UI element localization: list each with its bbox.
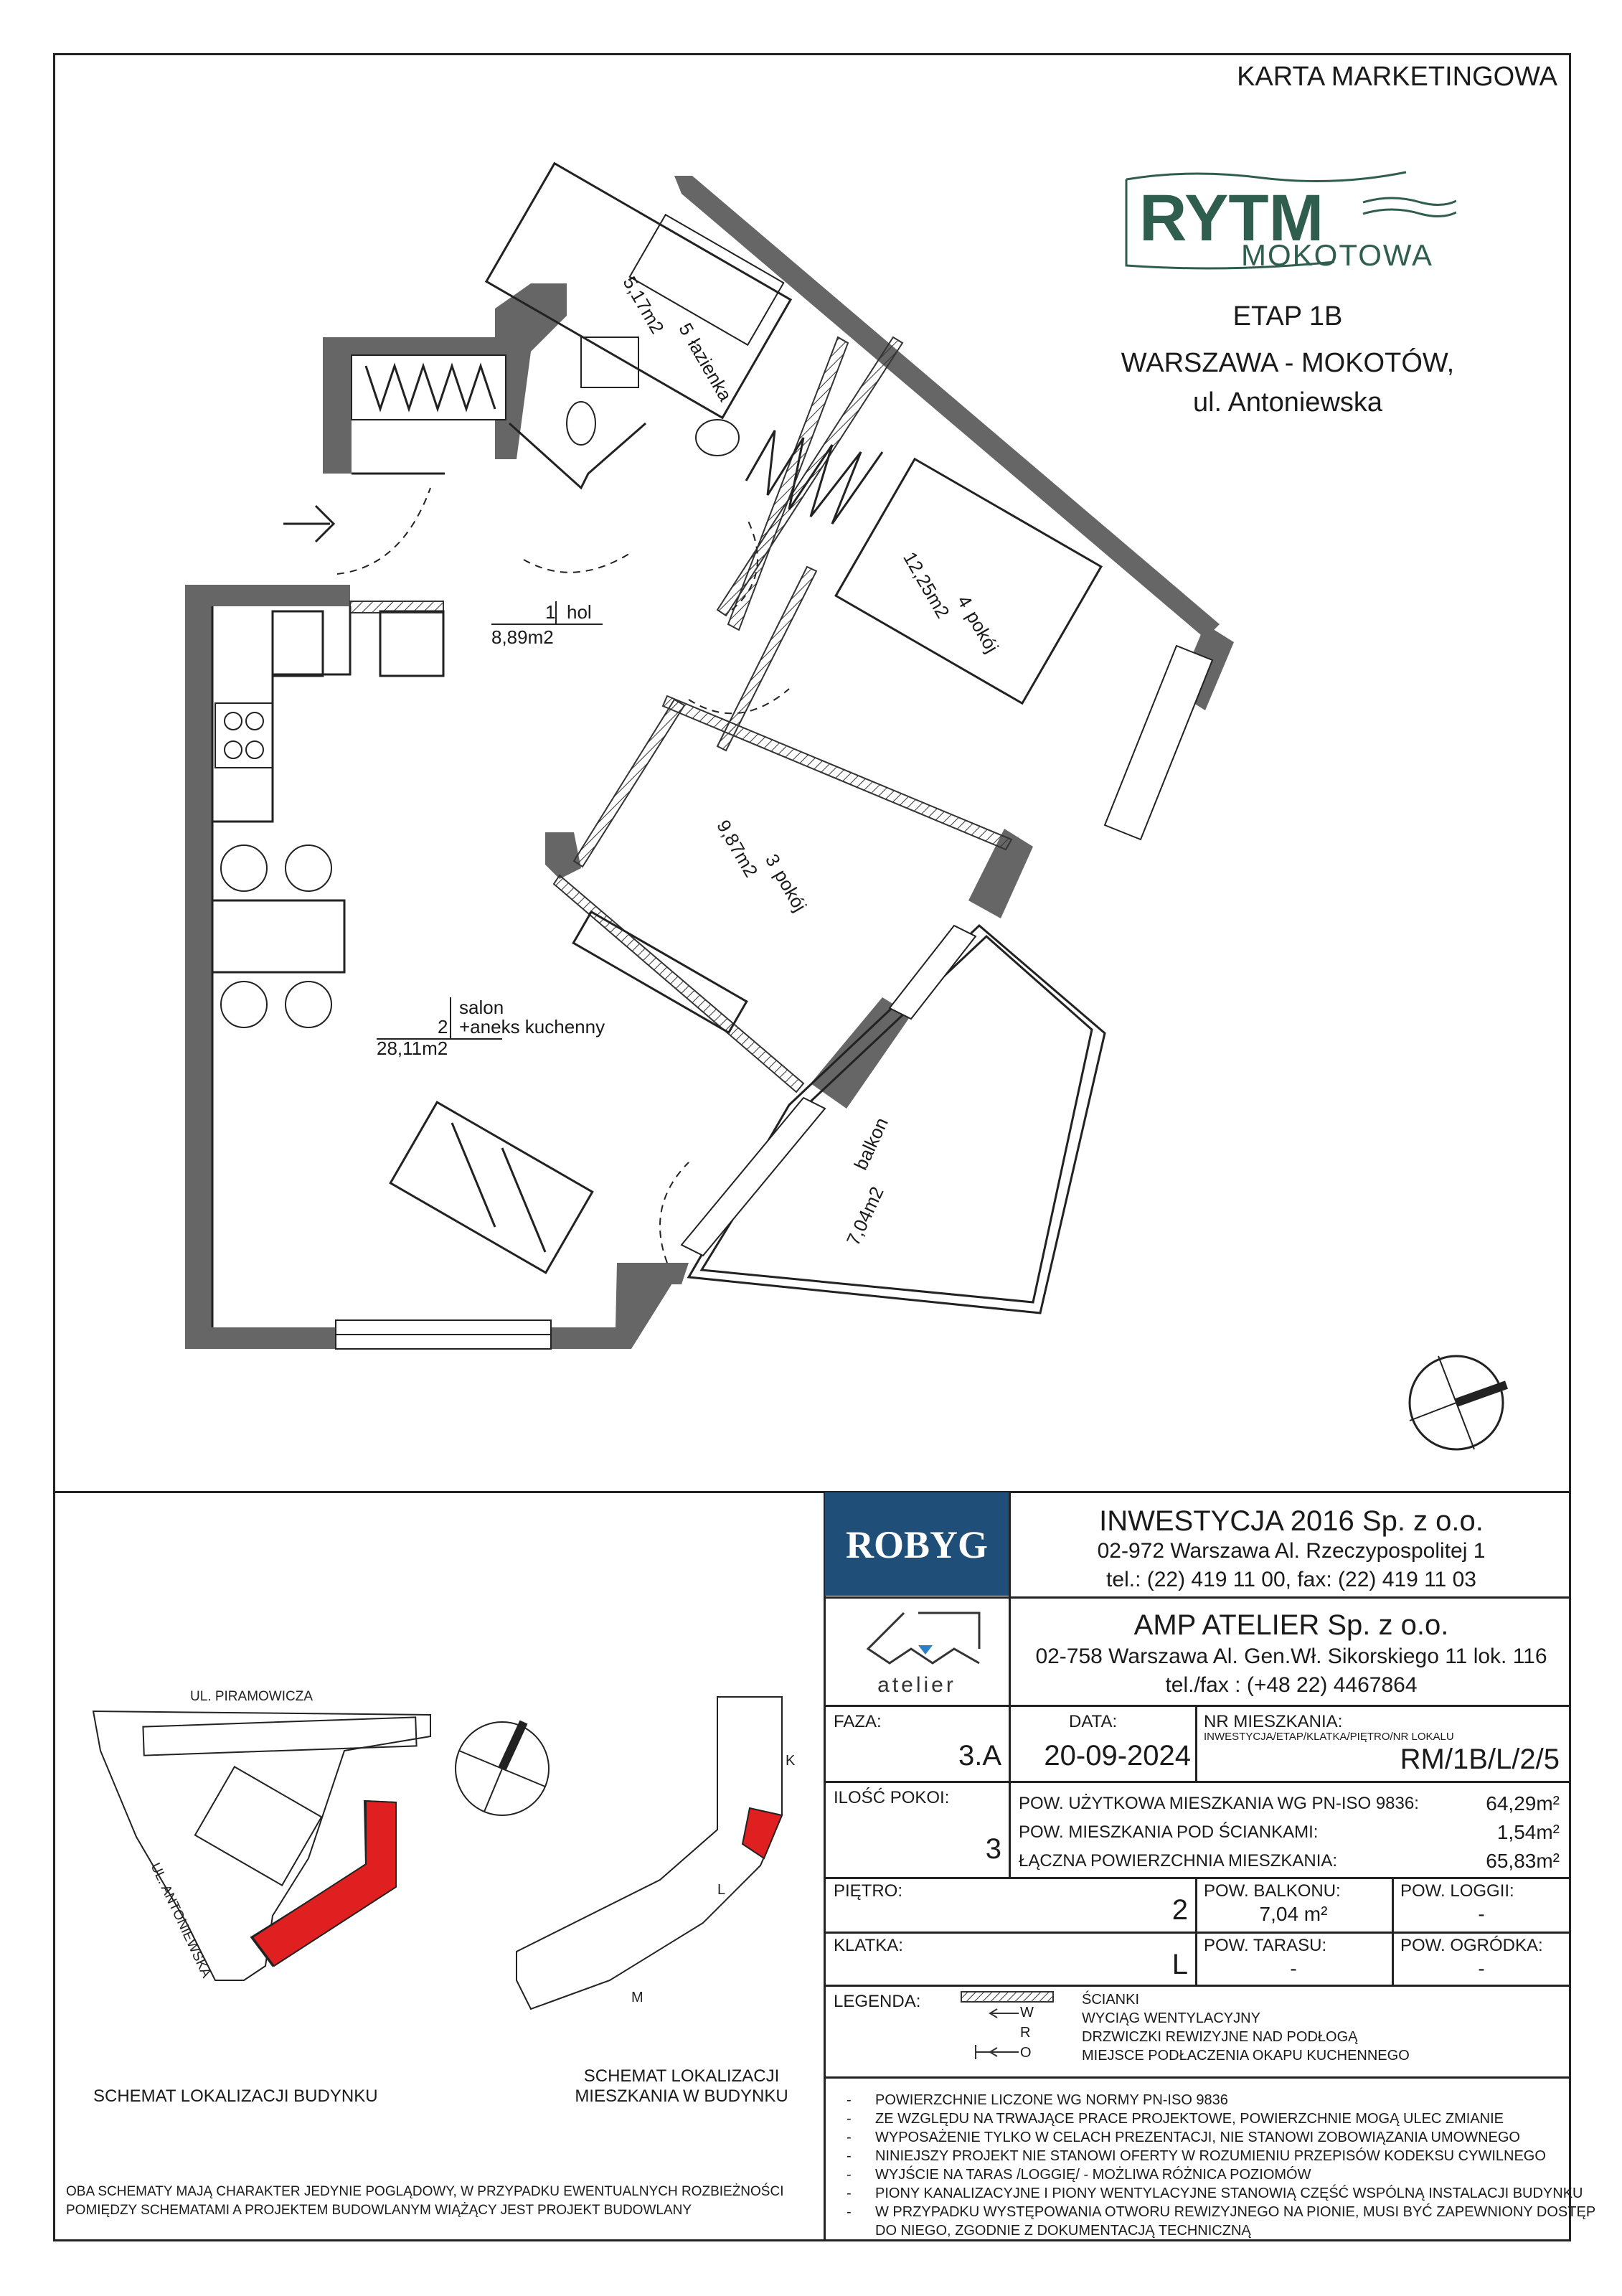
bottom-divider bbox=[53, 1491, 1571, 1493]
room-5-num: 5 bbox=[674, 319, 699, 339]
investor-address: 02-972 Warszawa Al. Rzeczypospolitej 1 bbox=[1097, 1539, 1486, 1563]
legend-symbols-graphic bbox=[954, 1989, 1062, 2068]
room-1-area: 8,89m2 bbox=[491, 626, 554, 648]
room-4-area: 12,25m2 bbox=[899, 547, 954, 622]
street-piramowicza: UL. PIRAMOWICZA bbox=[190, 1689, 313, 1704]
pietro-value: 2 bbox=[1171, 1894, 1188, 1926]
taras-value: - bbox=[1290, 1957, 1297, 1980]
room-2-num: 2 bbox=[438, 1016, 448, 1038]
room-5-area: 5,17m2 bbox=[618, 273, 669, 338]
note-4: NINIEJSZY PROJEKT NIE STANOWI OFERTY W ROZUMIENIU PRZEPISÓW KODEKSU CYWILNEGO bbox=[875, 2148, 1546, 2164]
investor-phone: tel.: (22) 419 11 00, fax: (22) 419 11 03 bbox=[1106, 1568, 1476, 1591]
atelier-logo-graphic bbox=[825, 1599, 1009, 1705]
legend-w: W bbox=[1020, 2005, 1034, 2020]
legend-item-2: WYCIĄG WENTYLACYJNY bbox=[1082, 2010, 1260, 2026]
note-1: POWIERZCHNIE LICZONE WG NORMY PN-ISO 9836 bbox=[875, 2092, 1228, 2108]
atelier-logo bbox=[825, 1599, 1009, 1705]
legend-symbols bbox=[954, 1989, 1062, 2068]
room-1-name: hol bbox=[567, 601, 592, 623]
legend-r: R bbox=[1020, 2025, 1031, 2041]
pokoi-value: 3 bbox=[985, 1833, 1001, 1865]
nr-sub-label: INWESTYCJA/ETAP/KLATKA/PIĘTRO/NR LOKALU bbox=[1204, 1731, 1454, 1743]
architect-name: AMP ATELIER Sp. z o.o. bbox=[1133, 1609, 1449, 1641]
room-4-name: pokój bbox=[961, 606, 1004, 657]
label-l: L bbox=[717, 1882, 726, 1898]
klatka-value: L bbox=[1171, 1949, 1188, 1980]
investor-name: INWESTYCJA 2016 Sp. z o.o. bbox=[1099, 1505, 1484, 1537]
robyg-logo-text: ROBYG bbox=[845, 1523, 989, 1566]
card-title: KARTA MARKETINGOWA bbox=[1237, 62, 1557, 92]
robyg-logo bbox=[825, 1492, 1009, 1596]
flat-scheme-title-2: MIESZKANIA W BUDYNKU bbox=[575, 2086, 788, 2106]
location-schemes bbox=[72, 1679, 818, 2081]
pokoi-label: ILOŚĆ POKOI: bbox=[834, 1788, 950, 1807]
ogrodek-label: POW. OGRÓDKA: bbox=[1400, 1936, 1543, 1955]
legend-item-3: DRZWICZKI REWIZYJNE NAD PODŁOGĄ bbox=[1082, 2029, 1358, 2045]
disclaimer-1: OBA SCHEMATY MAJĄ CHARAKTER JEDYNIE POGLĄDOWY, W PRZYPADKU EWENTUALNYCH ROZBIEŻNOŚCI bbox=[66, 2184, 784, 2199]
room-2-name-2: +aneks kuchenny bbox=[459, 1016, 605, 1038]
furniture bbox=[215, 703, 331, 1027]
room-4-num: 4 bbox=[953, 591, 977, 611]
logo-main-text: RYTM bbox=[1139, 182, 1324, 255]
note-3: WYPOSAŻENIE TYLKO W CELACH PREZENTACJI, NIE STANOWI ZOBOWIĄZANIA UMOWNEGO bbox=[875, 2130, 1520, 2145]
data-value: 20-09-2024 bbox=[1044, 1740, 1191, 1772]
building-scheme-title: SCHEMAT LOKALIZACJI BUDYNKU bbox=[93, 2086, 378, 2106]
room-5-name: łazienka bbox=[683, 334, 737, 405]
legend-item-4: MIEJSCE PODŁACZENIA OKAPU KUCHENNEGO bbox=[1082, 2048, 1410, 2064]
compass-main bbox=[1410, 1356, 1507, 1449]
location-schemes-graphic bbox=[72, 1679, 818, 2081]
faza-label: FAZA: bbox=[834, 1712, 882, 1731]
logo-sub-text: MOKOTOWA bbox=[1241, 238, 1433, 272]
building-floor-scheme bbox=[517, 1697, 782, 2009]
balcony-area: 7,04m2 bbox=[841, 1183, 888, 1249]
architect-phone: tel./fax : (+48 22) 4467864 bbox=[1165, 1673, 1418, 1697]
pow-sc-value: 1,54m² bbox=[1496, 1821, 1560, 1843]
room-2-name-1: salon bbox=[459, 997, 504, 1018]
city-label: WARSZAWA - MOKOTÓW, bbox=[1121, 348, 1455, 378]
pow-sc-label: POW. MIESZKANIA POD ŚCIANKAMI: bbox=[1019, 1822, 1319, 1842]
disclaimer-2: POMIĘDZY SCHEMATAMI A PROJEKTEM BUDOWLANYM WIĄŻĄCY JEST PROJEKT BUDOWLANY bbox=[66, 2203, 692, 2218]
taras-label: POW. TARASU: bbox=[1204, 1936, 1327, 1955]
legend-title: LEGENDA: bbox=[834, 1992, 921, 2011]
klatka-label: KLATKA: bbox=[834, 1936, 903, 1955]
pow-uz-label: POW. UŻYTKOWA MIESZKANIA WG PN-ISO 9836: bbox=[1019, 1794, 1419, 1813]
note-8: DO NIEGO, ZGODNIE Z DOKUMENTACJĄ TECHNICZNĄ bbox=[875, 2223, 1251, 2239]
pietro-label: PIĘTRO: bbox=[834, 1881, 903, 1901]
balkon-value: 7,04 m² bbox=[1259, 1903, 1328, 1925]
street-label: ul. Antoniewska bbox=[1192, 387, 1383, 418]
nr-value: RM/1B/L/2/5 bbox=[1400, 1744, 1560, 1775]
street-antoniewska: UL. ANTONIEWSKA bbox=[147, 1860, 214, 1980]
pow-uz-value: 64,29m² bbox=[1486, 1792, 1560, 1815]
legend-item-1: ŚCIANKI bbox=[1082, 1992, 1140, 2008]
room-3-name: pokój bbox=[770, 865, 811, 916]
loggia-value: - bbox=[1478, 1903, 1485, 1925]
stage-label: ETAP 1B bbox=[1232, 301, 1343, 331]
balcony-name: balkon bbox=[849, 1114, 892, 1174]
pow-lacz-label: ŁĄCZNA POWIERZCHNIA MIESZKANIA: bbox=[1019, 1851, 1338, 1871]
room-3-num: 3 bbox=[760, 850, 786, 870]
room-1-num: 1 bbox=[545, 601, 556, 623]
entrance-arrow bbox=[283, 506, 334, 542]
balkon-label: POW. BALKONU: bbox=[1204, 1881, 1341, 1901]
room-2-area: 28,11m2 bbox=[377, 1038, 448, 1059]
legend-o: O bbox=[1020, 2045, 1032, 2061]
label-k: K bbox=[786, 1753, 796, 1769]
note-7: W PRZYPADKU WYSTĘPOWANIA OTWORU REWIZYJNEGO NA PIONIE, MUSI BYĆ ZAPEWNIONY DOSTĘP bbox=[875, 2204, 1596, 2220]
ogrodek-value: - bbox=[1478, 1957, 1485, 1980]
label-m: M bbox=[631, 1990, 643, 2005]
data-label: DATA: bbox=[1069, 1712, 1118, 1731]
architect-address: 02-758 Warszawa Al. Gen.Wł. Sikorskiego 11 lok. 116 bbox=[1035, 1645, 1547, 1668]
faza-value: 3.A bbox=[958, 1740, 1001, 1772]
pow-lacz-value: 65,83m² bbox=[1486, 1850, 1560, 1872]
nr-label: NR MIESZKANIA: bbox=[1204, 1712, 1343, 1731]
compass-small bbox=[456, 1722, 549, 1815]
note-2: ZE WZGLĘDU NA TRWAJĄCE PRACE PROJEKTOWE, POWIERZCHNIE MOGĄ ULEC ZMIANIE bbox=[875, 2111, 1504, 2127]
room-3-area: 9,87m2 bbox=[712, 816, 763, 881]
note-6: PIONY KANALIZACYJNE I PIONY WENTYLACYJNE STANOWIĄ CZĘŚĆ WSPÓLNĄ INSTALACJI BUDYNKU bbox=[875, 2186, 1583, 2201]
flat-scheme-title-1: SCHEMAT LOKALIZACJI bbox=[583, 2066, 780, 2086]
atelier-logo-text: atelier bbox=[877, 1673, 956, 1697]
loggia-label: POW. LOGGII: bbox=[1400, 1881, 1514, 1901]
note-5: WYJŚCIE NA TARAS /LOGGIĘ/ - MOŻLIWA RÓŻNICA POZIOMÓW bbox=[875, 2167, 1311, 2183]
